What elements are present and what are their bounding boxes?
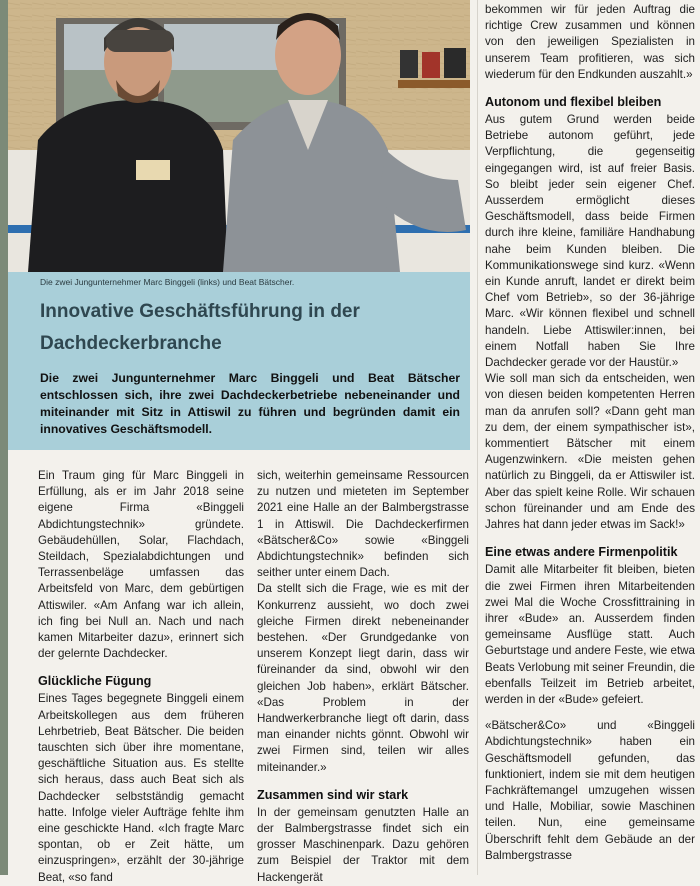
paragraph: Wie soll man sich da entscheiden, wen von diesen beiden kompetenten Herren man da anrufen soll? «Dann geht man zu dem, der einem sympathischer ist», kommentiert Bätscher mit einem Augenzwinkern. «Die meisten gehen natürlich zu Binggeli, da er Attiswiler ist. Aber das spielt keine Rolle. Wir schauen schon füreinander und am Ende des Jahres hat dann jeder etwas im Sack!» (485, 372, 695, 532)
paragraph: sich, weiterhin gemeinsame Ressourcen zu nutzen und mieteten im September 2021 eine Halle an der Balmbergstrasse 1 in Attiswil. Die Dachdeckerfirmen «Bätscher&Co» sowie «Binggeli Abdichtungstechnik» befinden sich seither unter einem Dach. (257, 469, 469, 580)
subheading: Autonom und flexibel bleiben (485, 95, 662, 110)
headline-line-2: Dachdeckerbranche (40, 333, 222, 354)
paragraph: Damit alle Mitarbeiter fit bleiben, bieten die zwei Firmen ihren Mitarbeitenden zwei Mal die Woche Crossfittraining in ihrer «Bude» an. Ausserdem finden gemeinsame Ausflüge statt. Auch Geburtstage und andere Feste, wie etwa Beats Verlobung mit seiner Freundin, die ebenfalls Teilzeit im Betrieb arbeitet, werden in der «Bude» gefeiert. (485, 563, 695, 706)
paragraph: Eines Tages begegnete Binggeli einem Arbeitskollegen aus dem früheren Lehrbetrieb, Beat Bätscher. Die beiden tauschten sich über ihre momentane, geschäftliche Situation aus. Es stellte sich heraus, dass auch Beat sich als Dachdecker selbstständig gemacht hatte. Infolge vieler Aufträge fehlte ihm eine geschickte Hand. «Ich fragte Marc spontan, ob er Zeit hätte, um einzuspringen», erzählt der 30-jährige Beat, «so fand (38, 692, 244, 884)
column-divider (477, 0, 478, 875)
subheading: Eine etwas andere Firmenpolitik (485, 545, 678, 560)
article-lead: Die zwei Jungunternehmer Marc Binggeli und Beat Bätscher entschlossen sich, ihre zwei Dachdeckerbetriebe nebeneinander und miteinander mit Sitz in Attiswil zu führen und begründen damit ein innovatives Geschäftsmodell. (40, 371, 460, 436)
paragraph: «Bätscher&Co» und «Binggeli Abdichtungstechnik» haben ein Geschäftsmodell gefunden, das funktioniert, indem sie mit dem heutigen Fachkräftemangel umzugehen wissen und Halle, Mobiliar, sowie Maschinen teilen. Nun, eine gemeinsame Überschrift fehlt dem Gebäude an der Balmbergstrasse (485, 719, 695, 862)
paragraph: Da stellt sich die Frage, wie es mit der Konkurrenz aussieht, wo doch zwei gleiche Firmen direkt nebeneinander bestehen. «Der Grundgedanke von unserem Konzept liegt darin, dass wir füreinander da sind, obwohl wir den gleichen Job haben», erklärt Bätscher. «Das Problem in der Handwerkerbranche liegt oft darin, dass man einander nichts gönnt. Obwohl wir zwei Firmen sind, teilen wir alles miteinander.» (257, 582, 469, 774)
page-edge-shadow (0, 0, 8, 875)
text-column-2 (257, 468, 469, 886)
article-photo (8, 0, 470, 272)
photo-illustration (8, 0, 470, 272)
paragraph: Ein Traum ging für Marc Binggeli in Erfüllung, als er im Jahr 2018 seine eigene Firma «Binggeli Abdichtungstechnik» gründete. Gebäudehüllen, Solar, Flachdach, Steildach, Spezialabdichtungen und Terrassenbeläge umfassen das Arbeitsfeld von Marc, dem gebürtigen Attiswiler. «Am Anfang war ich allein, ich fing bei Null an. Nach und nach kamen Mitarbeiter dazu», erinnert sich der gelernte Dachdecker. (38, 469, 244, 661)
article-headline (40, 296, 460, 360)
headline-line-1: Innovative Geschäftsführung in der (40, 301, 360, 322)
paragraph: bekommen wir für jeden Auftrag die richtige Crew zusammen und können von den jeweiligen Spezialisten in unserem Team profitieren, was sich wiederum für den Endkunden auszahlt.» (485, 3, 695, 81)
paragraph: Aus gutem Grund werden beide Betriebe autonom geführt, jede Verpflichtung, die gegenseitig eingegangen wird, ist auf freier Basis. So bleibt jeder sein eigener Chef. Ausserdem ermöglicht dieses Geschäftsmodell, dass beide Firmen durch ihre kleine, familiäre Handhabung nahe beim Kunden bleiben. Die Kommunikationswege sind kurz. «Wenn ein Kunde anruft, landet er direkt beim Chef vom Betrieb», so der 36-jährige Marc. «Wir können flexibel und schnell handeln. Liebe Attiswiler:innen, bei einem Notfall haben Sie Ihre Dachdecker gerade vor der Haustür.» (485, 113, 695, 370)
paragraph: In der gemeinsam genutzten Halle an der Balmbergstrasse findet sich ein grosser Maschinenpark. Dazu gehören zum Beispiel der Traktor mit dem Hackengerät (257, 805, 469, 884)
text-column-3 (485, 2, 695, 864)
subheading: Zusammen sind wir stark (257, 787, 409, 802)
subheading: Glückliche Fügung (38, 674, 152, 689)
photo-caption: Die zwei Jungunternehmer Marc Binggeli (links) und Beat Bätscher. (8, 272, 470, 292)
text-column-1 (38, 468, 244, 886)
